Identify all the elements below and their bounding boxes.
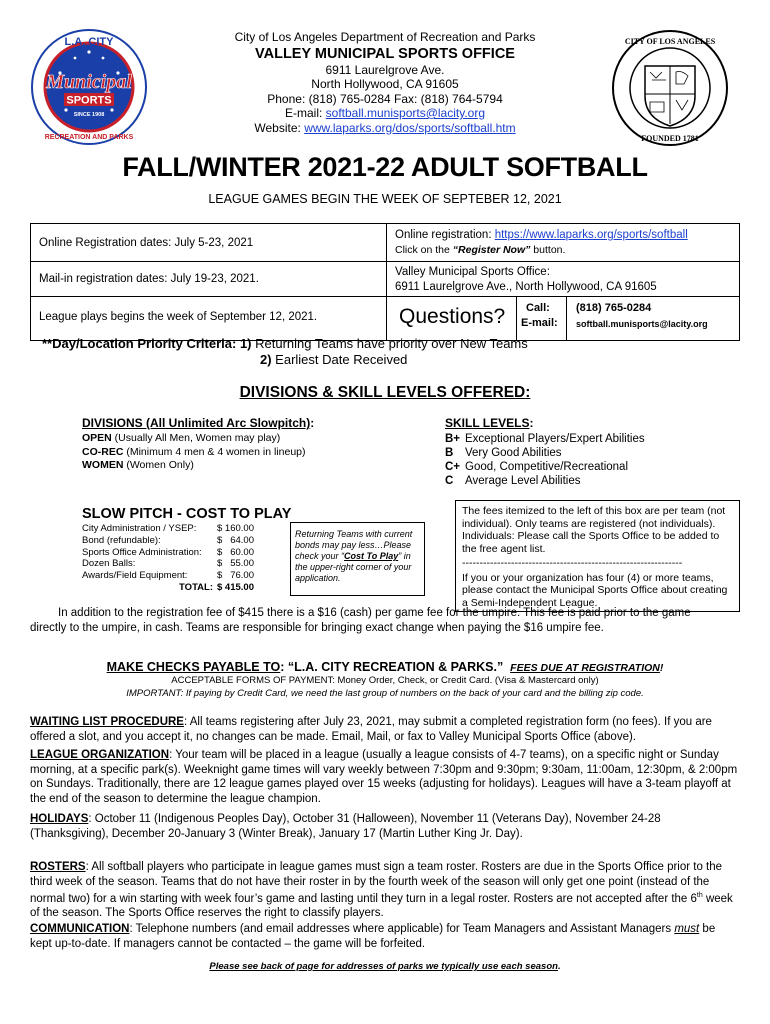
fees-note-2: If you or your organization has four (4) or more teams, please contact the Municipal Sports Office about creating a Semi-Independent League. xyxy=(462,571,728,609)
office-email-link[interactable]: softball.munisports@lacity.org xyxy=(325,106,486,120)
seal-top-text: CITY OF LOS ANGELES xyxy=(624,37,716,46)
dept-name: City of Los Angeles Department of Recreation and Parks xyxy=(234,30,536,44)
skill-b: B Very Good Abilities xyxy=(445,447,562,459)
holidays-paragraph: HOLIDAYS: October 11 (Indigenous Peoples Day), October 31 (Halloween), November 11 (Veterans Day), November 24-28 (Thanksgiving), December 20-January 3 (Winter Break), January 17 (Martin Luther King Jr. Day). xyxy=(30,813,661,840)
divisions-list: DIVISIONS (All Unlimited Arc Slowpitch): OPEN (Usually All Men, Women may play) CO-REC (Minimum 4 men & 4 women in lineup) WOMEN (Women Only) xyxy=(82,416,432,473)
online-registration-link[interactable]: https://www.laparks.org/sports/softball xyxy=(494,229,688,241)
communication-label: COMMUNICATION xyxy=(30,923,130,935)
online-registration-dates: Online Registration dates: July 5-23, 2021 xyxy=(39,237,254,249)
waiting-list-label: WAITING LIST PROCEDURE xyxy=(30,716,184,728)
checks-payee: “L.A. CITY RECREATION & PARKS.” xyxy=(284,660,504,674)
header-block xyxy=(150,30,620,135)
must-text: must xyxy=(674,923,700,935)
cost-row: Bond (refundable): $ 64.00 xyxy=(82,534,254,546)
call-number[interactable]: (818) 765-0284 xyxy=(576,302,652,314)
skill-c-plus: C+ Good, Competitive/Recreational xyxy=(445,461,628,473)
website-label: Website: xyxy=(254,120,305,135)
skill-b-plus: B+ Exceptional Players/Expert Abilities xyxy=(445,433,645,445)
rosters-paragraph: ROSTERS: All softball players who participate in league games must sign a team roster. Rosters are due in the Sports Office prior to the third week of the season. Teams that do not have their roster in by the fourth week of the season will only get one point (instead of the normal two) for a win starting with week four’s game and lasting until they turn in a legal roster. Rosters are not accepted after the 6th week of the season. The Sports Office reserves the right to classify players. xyxy=(30,861,733,920)
checks-label: MAKE CHECKS PAYABLE TO xyxy=(106,660,281,674)
mail-in-dates: Mail-in registration dates: July 19-23, 2021. xyxy=(39,273,259,285)
page-subtitle: LEAGUE GAMES BEGIN THE WEEK OF SEPTEBER 12, 2021 xyxy=(208,192,562,206)
footer-note: Please see back of page for addresses of parks we typically use each season. xyxy=(209,961,561,972)
email-label-table: E-mail: xyxy=(521,317,558,329)
rosters-label: ROSTERS xyxy=(30,861,86,873)
call-label: Call: xyxy=(526,302,550,314)
logo-ring-text: RECREATION AND PARKS xyxy=(44,134,134,141)
fees-due: FEES DUE AT REGISTRATION xyxy=(510,662,660,674)
city-seal-icon xyxy=(610,28,730,148)
cost-row: Dozen Balls: $ 55.00 xyxy=(82,558,254,570)
payment-forms: ACCEPTABLE FORMS OF PAYMENT: Money Order, Check, or Credit Card. (Visa & Mastercard only) xyxy=(171,675,599,686)
league-start-info: League plays begins the week of September 12, 2021. xyxy=(39,311,318,323)
holidays-label: HOLIDAYS xyxy=(30,813,89,825)
skill-c: C Average Level Abilities xyxy=(445,475,581,487)
cost-total-row: TOTAL: $ 415.00 xyxy=(179,581,254,593)
priority-2: Earliest Date Received xyxy=(271,352,408,367)
office-website-link[interactable]: www.laparks.org/dos/sports/softball.htm xyxy=(304,120,516,135)
cost-row: City Administration / YSEP: $ 160.00 xyxy=(82,523,254,534)
contact-email[interactable]: softball.munisports@lacity.org xyxy=(576,319,708,329)
registration-info-table xyxy=(30,223,740,341)
office-city: North Hollywood, CA 91605 xyxy=(311,77,459,91)
vmso-address: 6911 Laurelgrove Ave., North Hollywood, CA 91605 xyxy=(395,281,657,293)
cost-row: Sports Office Administration: $ 60.00 xyxy=(82,546,254,558)
checks-payable-line: MAKE CHECKS PAYABLE TO: “L.A. CITY RECREATION & PARKS.” FEES DUE AT REGISTRATION! xyxy=(106,660,664,674)
divisions-heading: DIVISIONS (All Unlimited Arc Slowpitch) xyxy=(82,416,311,430)
office-website-line xyxy=(150,121,620,136)
office-phone-fax: Phone: (818) 765-0284 Fax: (818) 764-5794 xyxy=(267,91,503,106)
fees-note-box xyxy=(455,500,740,612)
fees-note-1: The fees itemized to the left of this box are per team (not individual). Only teams are registered (not individuals). Individuals: Please call the Sports Office to be added to the free agent list. xyxy=(462,505,726,555)
email-label: E-mail: xyxy=(284,106,326,120)
cost-heading: SLOW PITCH - COST TO PLAY xyxy=(82,506,292,522)
click-pre: Click on the xyxy=(395,244,453,256)
priority-1: Returning Teams have priority over New Teams xyxy=(251,336,528,351)
waiting-list-paragraph: WAITING LIST PROCEDURE: All teams registering after July 23, 2021, may submit a completed registration form (no fees). If you are offered a slot, and you accept it, no changes can be made. Email, Mail, or fax to Valley Municipal Sports Office (above). xyxy=(30,716,712,743)
division-corec: CO-REC (Minimum 4 men & 4 women in lineup) xyxy=(82,445,306,458)
office-address: 6911 Laurelgrove Ave. xyxy=(325,62,445,77)
cost-to-play-ref: Cost To Play xyxy=(344,551,399,561)
fees-separator: --------------------------------------------------------------- xyxy=(462,557,683,569)
click-post: button. xyxy=(530,244,566,256)
skill-levels-heading: SKILL LEVELS xyxy=(445,416,530,430)
questions-label: Questions? xyxy=(399,305,506,328)
priority-label: **Day/Location Priority Criteria: xyxy=(42,336,237,351)
cost-table xyxy=(82,523,282,594)
returning-teams-note: Returning Teams with current bonds may pay less…Please check your “Cost To Play” in the upper-right corner of your application. xyxy=(290,522,425,596)
logo-sports-text: SPORTS xyxy=(66,94,112,107)
communication-paragraph: COMMUNICATION: Telephone numbers (and email addresses where applicable) for Team Managers and Assistant Managers must be kept up-to-date. If managers cannot be contacted – the game will be forfeited. xyxy=(30,923,716,950)
payment-important: IMPORTANT: If paying by Credit Card, we need the last group of numbers on the back of your card and the billing zip code. xyxy=(126,688,644,699)
register-now-text: “Register Now” xyxy=(452,244,531,256)
skill-levels-list: SKILL LEVELS: B+ Exceptional Players/Expert Abilities B Very Good Abilities C+ Good, Competitive/Recreational C Average Level Abilities xyxy=(445,416,745,488)
divisions-section-heading: DIVISIONS & SKILL LEVELS OFFERED: xyxy=(239,384,531,401)
umpire-fee-note: In addition to the registration fee of $415 there is a $16 (cash) per game fee for the umpire. This fee is paid prior to the game directly to the umpire, in cash. Teams are responsible for bringing exact change when paying the $16 umpire fee. xyxy=(30,607,691,634)
online-registration-line xyxy=(395,228,688,242)
page-title: FALL/WINTER 2021-22 ADULT SOFTBALL xyxy=(122,152,648,182)
seal-bottom-text: FOUNDED 1781 xyxy=(641,134,699,143)
municipal-sports-logo-icon xyxy=(30,28,148,146)
register-now-instruction xyxy=(395,243,565,257)
office-email-line xyxy=(150,106,620,121)
logo-la-city-text: L.A. CITY xyxy=(64,36,114,48)
priority-criteria: **Day/Location Priority Criteria: 1) Returning Teams have priority over New Teams 2) Earliest Date Received xyxy=(42,336,528,367)
league-org-label: LEAGUE ORGANIZATION xyxy=(30,749,170,761)
cost-row: Awards/Field Equipment: $ 76.00 xyxy=(82,570,254,582)
logo-since-text: SINCE 1908 xyxy=(73,112,105,118)
division-open: OPEN (Usually All Men, Women may play) xyxy=(82,432,281,444)
online-reg-label: Online registration: xyxy=(395,229,495,241)
office-name: VALLEY MUNICIPAL SPORTS OFFICE xyxy=(255,45,515,62)
division-women: WOMEN (Women Only) xyxy=(82,459,194,471)
league-organization-paragraph: LEAGUE ORGANIZATION: Your team will be placed in a league (usually a league consists of 4-7 teams), on a specific night or Sunday morning, at a specific park(s). Weeknight game times will vary weekly between 7:30pm and 9:30pm; 9:30am, 11:00am, 12:30pm, & 2:00pm on Sundays. Traditionally, there are 12 league games played over 15 weeks (adjusting for holidays). Leagues will have a 3-team playoff at the end of the season to determine the league champion. xyxy=(30,749,738,805)
vmso-name: Valley Municipal Sports Office: xyxy=(395,266,550,278)
logo-municipal-text: Municipal xyxy=(46,71,132,93)
